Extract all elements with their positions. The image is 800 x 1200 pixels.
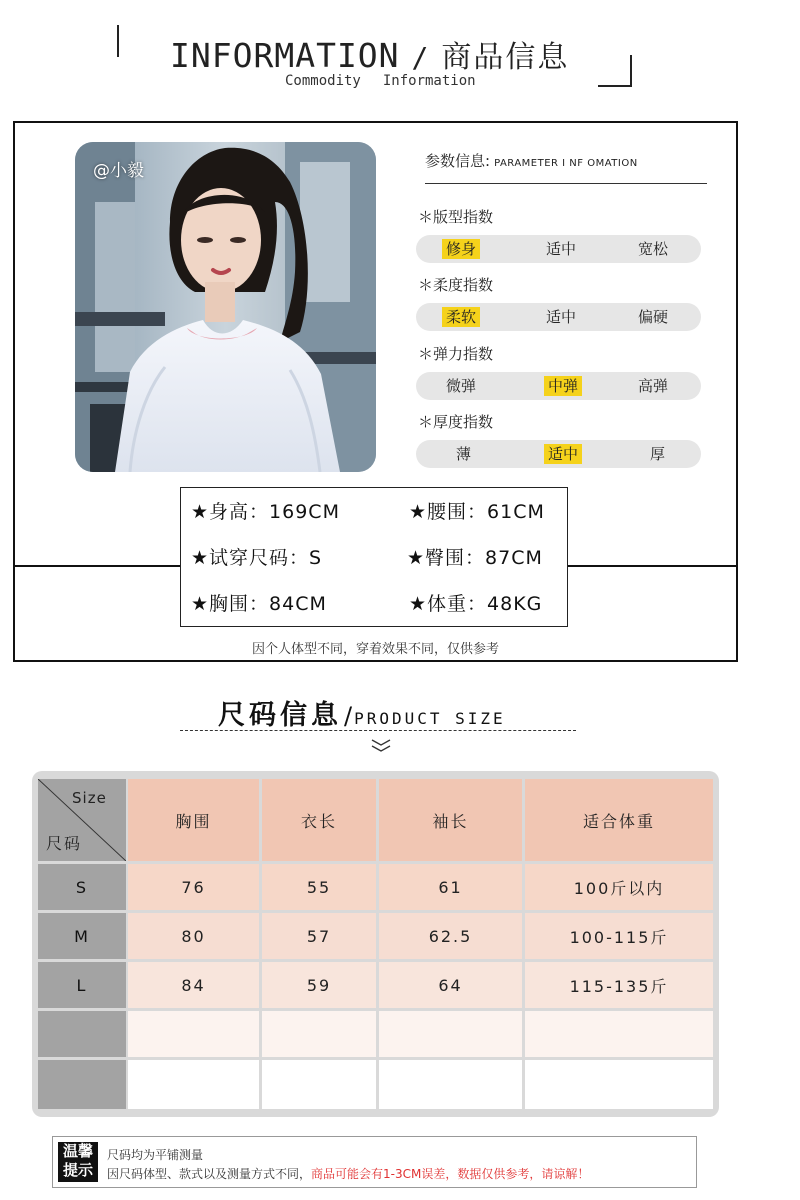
index-scale-elasticity bbox=[416, 372, 701, 400]
tip-badge-line: 提示 bbox=[62, 1161, 93, 1179]
table-cell bbox=[262, 1060, 376, 1109]
param-divider bbox=[425, 183, 707, 184]
index-option-selected: 适中 bbox=[544, 444, 582, 464]
index-option: 适中 bbox=[546, 240, 577, 258]
column-header: 袖长 bbox=[379, 779, 522, 861]
page-title-separator: / bbox=[411, 41, 430, 74]
size-section-title bbox=[218, 693, 506, 732]
table-cell bbox=[379, 1011, 522, 1057]
param-header bbox=[425, 150, 638, 171]
table-cell bbox=[525, 1011, 713, 1057]
header-right-bar-foot bbox=[598, 85, 632, 87]
tip-line-2-text: 因尺码体型、款式以及测量方式不同， bbox=[107, 1167, 312, 1181]
corner-size-label-cn: 尺码 bbox=[46, 834, 83, 853]
size-title-en: PRODUCT SIZE bbox=[354, 709, 506, 728]
param-label: 参数信息: bbox=[425, 152, 491, 170]
index-title-softness: ＊柔度指数 bbox=[418, 276, 494, 294]
tip-line-1: 尺码均为平铺测量 bbox=[107, 1148, 204, 1162]
page-title-en: INFORMATION bbox=[170, 36, 400, 75]
page-title bbox=[170, 32, 569, 76]
table-cell bbox=[379, 1060, 522, 1109]
index-title-thickness: ＊厚度指数 bbox=[418, 413, 494, 431]
table-cell bbox=[128, 1060, 259, 1109]
row-size-label: S bbox=[38, 864, 126, 910]
size-table-corner bbox=[38, 779, 126, 861]
index-option-selected: 中弹 bbox=[544, 376, 582, 396]
table-cell bbox=[128, 1011, 259, 1057]
chevron-down-icon bbox=[370, 738, 392, 754]
table-cell: 100-115斤 bbox=[525, 913, 713, 959]
tip-line-2-warning: 商品可能会有1-3CM误差，数据仅供参考，请谅解！ bbox=[311, 1167, 590, 1181]
size-title-slash: / bbox=[344, 702, 353, 730]
size-title-underline bbox=[180, 730, 576, 731]
table-cell: 115-135斤 bbox=[525, 962, 713, 1008]
photo-watermark: @小毅 bbox=[93, 161, 144, 181]
table-cell: 100斤以内 bbox=[525, 864, 713, 910]
table-cell bbox=[262, 1011, 376, 1057]
index-option: 微弹 bbox=[446, 377, 477, 395]
index-option: 偏硬 bbox=[638, 308, 669, 326]
header-left-bar bbox=[117, 25, 119, 57]
page-subtitle-word: Information bbox=[382, 73, 476, 89]
index-option-selected: 修身 bbox=[442, 239, 480, 259]
corner-size-label: Size bbox=[72, 789, 107, 807]
table-cell: 57 bbox=[262, 913, 376, 959]
index-option: 高弹 bbox=[638, 377, 669, 395]
column-header: 胸围 bbox=[128, 779, 259, 861]
row-size-label: M bbox=[38, 913, 126, 959]
model-weight: ★体重：48KG bbox=[409, 593, 543, 615]
table-cell: 84 bbox=[128, 962, 259, 1008]
size-title-cn: 尺码信息 bbox=[218, 700, 342, 731]
index-title-fit: ＊版型指数 bbox=[418, 208, 494, 226]
index-option: 适中 bbox=[546, 308, 577, 326]
model-bust: ★胸围：84CM bbox=[191, 593, 327, 615]
row-size-label bbox=[38, 1011, 126, 1057]
column-header: 适合体重 bbox=[525, 779, 713, 861]
index-title-elasticity: ＊弹力指数 bbox=[418, 345, 494, 363]
table-cell: 80 bbox=[128, 913, 259, 959]
model-hip: ★臀围：87CM bbox=[407, 547, 543, 569]
table-cell bbox=[525, 1060, 713, 1109]
model-size: ★试穿尺码：S bbox=[191, 547, 323, 569]
row-size-label bbox=[38, 1060, 126, 1109]
tip-line-2 bbox=[107, 1165, 589, 1182]
header-right-bar bbox=[630, 55, 632, 87]
model-waist: ★腰围：61CM bbox=[409, 501, 545, 523]
index-scale-softness bbox=[416, 303, 701, 331]
fit-disclaimer: 因个人体型不同，穿着效果不同，仅供参考 bbox=[251, 642, 499, 657]
table-cell: 61 bbox=[379, 864, 522, 910]
model-photo-image bbox=[75, 142, 376, 472]
model-photo bbox=[75, 142, 376, 472]
column-header: 衣长 bbox=[262, 779, 376, 861]
index-option: 薄 bbox=[456, 445, 472, 463]
index-option: 厚 bbox=[650, 445, 666, 463]
tip-badge bbox=[58, 1142, 98, 1182]
table-cell: 76 bbox=[128, 864, 259, 910]
page-subtitle bbox=[285, 73, 498, 89]
size-table bbox=[32, 771, 719, 1117]
param-label-en: PARAMETER I NF OMATION bbox=[494, 158, 638, 169]
row-size-label: L bbox=[38, 962, 126, 1008]
table-cell: 64 bbox=[379, 962, 522, 1008]
page-title-cn: 商品信息 bbox=[441, 40, 570, 75]
index-scale-thickness bbox=[416, 440, 701, 468]
model-measurements bbox=[180, 487, 568, 627]
model-height: ★身高：169CM bbox=[191, 501, 340, 523]
index-scale-fit bbox=[416, 235, 701, 263]
table-cell: 62.5 bbox=[379, 913, 522, 959]
table-cell: 55 bbox=[262, 864, 376, 910]
tip-badge-line: 温馨 bbox=[62, 1142, 93, 1160]
warm-tip bbox=[52, 1136, 697, 1188]
table-cell: 59 bbox=[262, 962, 376, 1008]
index-option: 宽松 bbox=[638, 240, 669, 258]
page-subtitle-word: Commodity bbox=[285, 73, 361, 89]
index-option-selected: 柔软 bbox=[442, 307, 480, 327]
